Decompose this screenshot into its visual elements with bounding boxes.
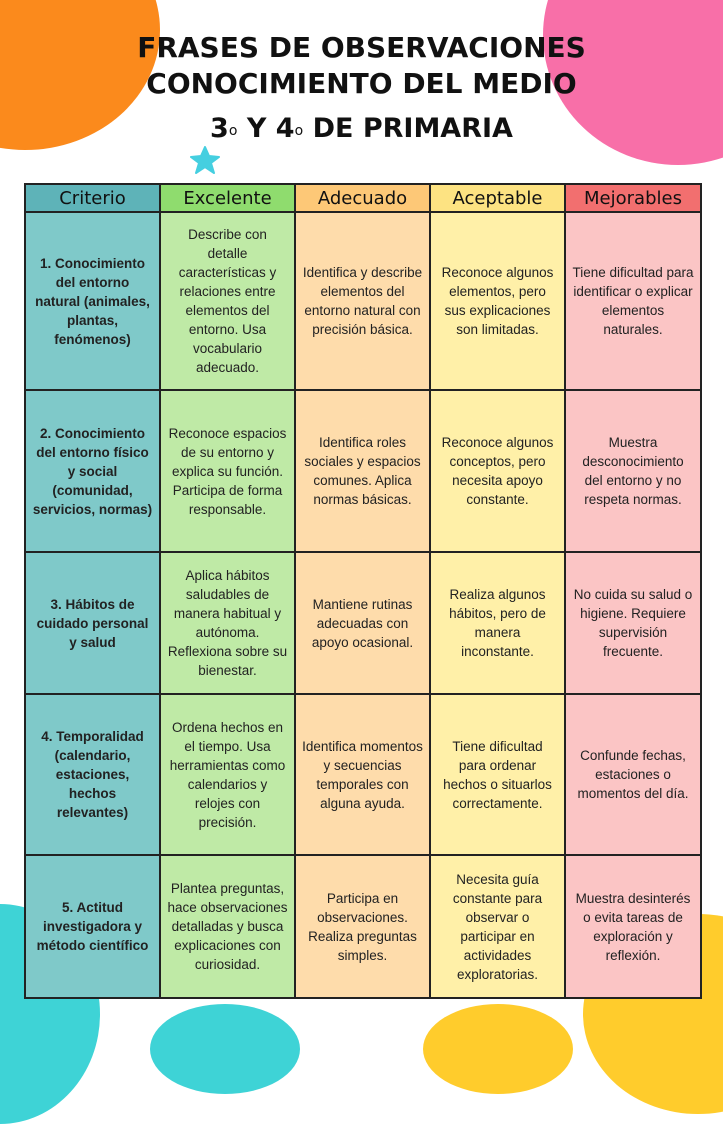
grade-joiner: Y (246, 113, 267, 144)
table-row (25, 694, 701, 855)
grade-text: DE PRIMARIA (312, 113, 513, 144)
header-adecuado: Adecuado (295, 184, 430, 212)
star-icon (190, 146, 220, 174)
title-line-2: CONOCIMIENTO DEL MEDIO (146, 67, 577, 100)
aceptable-cell: Necesita guía constante para observar o participar en actividades exploratorias. (430, 855, 565, 998)
adecuado-cell: Identifica y describe elementos del entorno natural con precisión básica. (295, 212, 430, 390)
aceptable-cell: Reconoce algunos conceptos, pero necesita apoyo constante. (430, 390, 565, 552)
decor-yellow-blob-small (423, 1004, 573, 1094)
adecuado-cell: Identifica roles sociales y espacios comunes. Aplica normas básicas. (295, 390, 430, 552)
excelente-cell: Ordena hechos en el tiempo. Usa herramientas como calendarios y relojes con precisión. (160, 694, 295, 855)
grade-a: 3 (210, 113, 229, 144)
excelente-cell: Reconoce espacios de su entorno y explica su función. Participa de forma responsable. (160, 390, 295, 552)
table-row (25, 855, 701, 998)
adecuado-cell: Identifica momentos y secuencias temporales con alguna ayuda. (295, 694, 430, 855)
criterio-cell: 5. Actitud investigadora y método científico (25, 855, 160, 998)
adecuado-cell: Mantiene rutinas adecuadas con apoyo ocasional. (295, 552, 430, 694)
table-header-row (25, 184, 701, 212)
header-aceptable: Aceptable (430, 184, 565, 212)
header-excelente: Excelente (160, 184, 295, 212)
criterio-cell: 3. Hábitos de cuidado personal y salud (25, 552, 160, 694)
table-row (25, 212, 701, 390)
mejorables-cell: Muestra desinterés o evita tareas de exploración y reflexión. (565, 855, 701, 998)
grade-a-ordinal: o (228, 123, 238, 139)
header-mejorables: Mejorables (565, 184, 701, 212)
page-header (0, 30, 723, 148)
grade-b: 4 (275, 113, 295, 144)
criterio-cell: 1. Conocimiento del entorno natural (animales, plantas, fenómenos) (25, 212, 160, 390)
aceptable-cell: Realiza algunos hábitos, pero de manera inconstante. (430, 552, 565, 694)
adecuado-cell: Participa en observaciones. Realiza preguntas simples. (295, 855, 430, 998)
mejorables-cell: Muestra desconocimiento del entorno y no respeta normas. (565, 390, 701, 552)
aceptable-cell: Tiene dificultad para ordenar hechos o situarlos correctamente. (430, 694, 565, 855)
excelente-cell: Plantea preguntas, hace observaciones detalladas y busca explicaciones con curiosidad. (160, 855, 295, 998)
aceptable-cell: Reconoce algunos elementos, pero sus explicaciones son limitadas. (430, 212, 565, 390)
mejorables-cell: Tiene dificultad para identificar o explicar elementos naturales. (565, 212, 701, 390)
excelente-cell: Aplica hábitos saludables de manera habitual y autónoma. Reflexiona sobre su bienestar. (160, 552, 295, 694)
title-line-1: FRASES DE OBSERVACIONES (137, 31, 586, 64)
grade-b-ordinal: o (294, 123, 304, 139)
header-criterio: Criterio (25, 184, 160, 212)
criterio-cell: 4. Temporalidad (calendario, estaciones, hechos relevantes) (25, 694, 160, 855)
criterio-cell: 2. Conocimiento del entorno físico y social (comunidad, servicios, normas) (25, 390, 160, 552)
observations-rubric-table (24, 183, 702, 999)
decor-cyan-blob-small (150, 1004, 300, 1094)
mejorables-cell: No cuida su salud o higiene. Requiere supervisión frecuente. (565, 552, 701, 694)
mejorables-cell: Confunde fechas, estaciones o momentos del día. (565, 694, 701, 855)
table-row (25, 390, 701, 552)
excelente-cell: Describe con detalle características y relaciones entre elementos del entorno. Usa vocabulario adecuado. (160, 212, 295, 390)
table-row (25, 552, 701, 694)
grade-subtitle (0, 112, 723, 148)
